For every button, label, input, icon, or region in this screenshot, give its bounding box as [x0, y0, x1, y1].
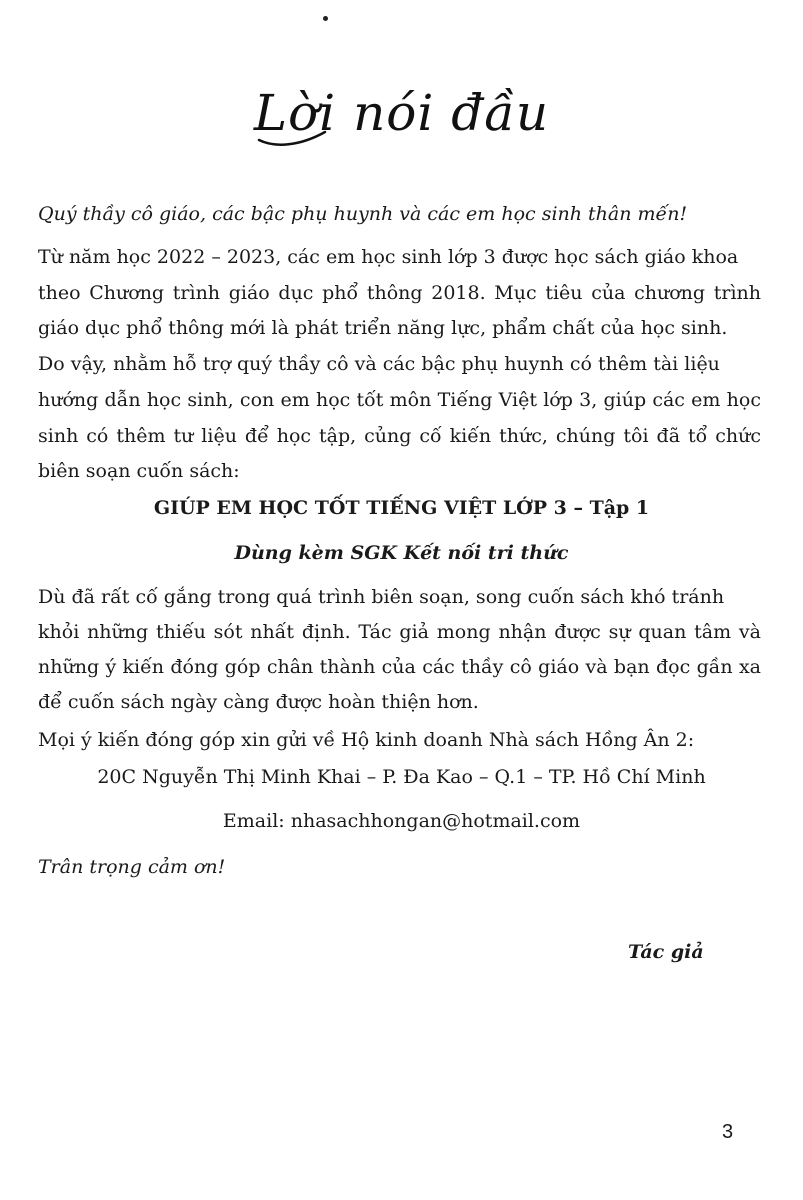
email: Email: nhasachhongan@hotmail.com [222, 810, 581, 832]
closing-remark: Trân trọng cảm ơn! [38, 856, 226, 878]
address: 20C Nguyễn Thị Minh Khai – P. Đa Kao – Q.1 – TP. Hồ Chí Minh [97, 766, 706, 788]
paragraph2-line3: sinh có thêm tư liệu để học tập, củng cố kiến thức, chúng tôi đã tổ chức [38, 425, 761, 447]
paragraph1-line1: Từ năm học 2022 – 2023, các em học sinh lớp 3 được học sách giáo khoa [38, 246, 739, 268]
paragraph3-line1: Dù đã rất cố gắng trong quá trình biên soạn, song cuốn sách khó tránh [38, 586, 725, 608]
paragraph3-line2: khỏi những thiếu sót nhất định. Tác giả mong nhận được sự quan tâm và [38, 621, 761, 643]
paragraph1-line2: theo Chương trình giáo dục phổ thông 2018. Mục tiêu của chương trình [38, 282, 761, 304]
paragraph3-line3: những ý kiến đóng góp chân thành của các thầy cô giáo và bạn đọc gần xa [38, 656, 761, 678]
book-subtitle: Dùng kèm SGK Kết nối tri thức [234, 542, 569, 564]
page-title: Lời nói đầu [253, 84, 550, 142]
paragraph2-line4: biên soạn cuốn sách: [38, 460, 240, 482]
title-swash-ornament [255, 118, 335, 148]
author-signature: Tác giả [628, 941, 704, 963]
book-title: GIÚP EM HỌC TỐT TIẾNG VIỆT LỚP 3 – Tập 1 [153, 497, 650, 519]
paragraph2-line1: Do vậy, nhằm hỗ trợ quý thầy cô và các bậc phụ huynh có thêm tài liệu [38, 353, 720, 375]
page-number: 3 [722, 1121, 734, 1143]
paragraph3-line4: để cuốn sách ngày càng được hoàn thiện hơn. [38, 691, 479, 713]
printer-dot [323, 16, 328, 21]
contact-intro: Mọi ý kiến đóng góp xin gửi về Hộ kinh doanh Nhà sách Hồng Ân 2: [38, 729, 695, 751]
paragraph2-line2: hướng dẫn học sinh, con em học tốt môn Tiếng Việt lớp 3, giúp các em học [38, 389, 761, 411]
paragraph1-line3: giáo dục phổ thông mới là phát triển năng lực, phẩm chất của học sinh. [38, 317, 728, 339]
greeting: Quý thầy cô giáo, các bậc phụ huynh và các em học sinh thân mến! [38, 203, 688, 225]
